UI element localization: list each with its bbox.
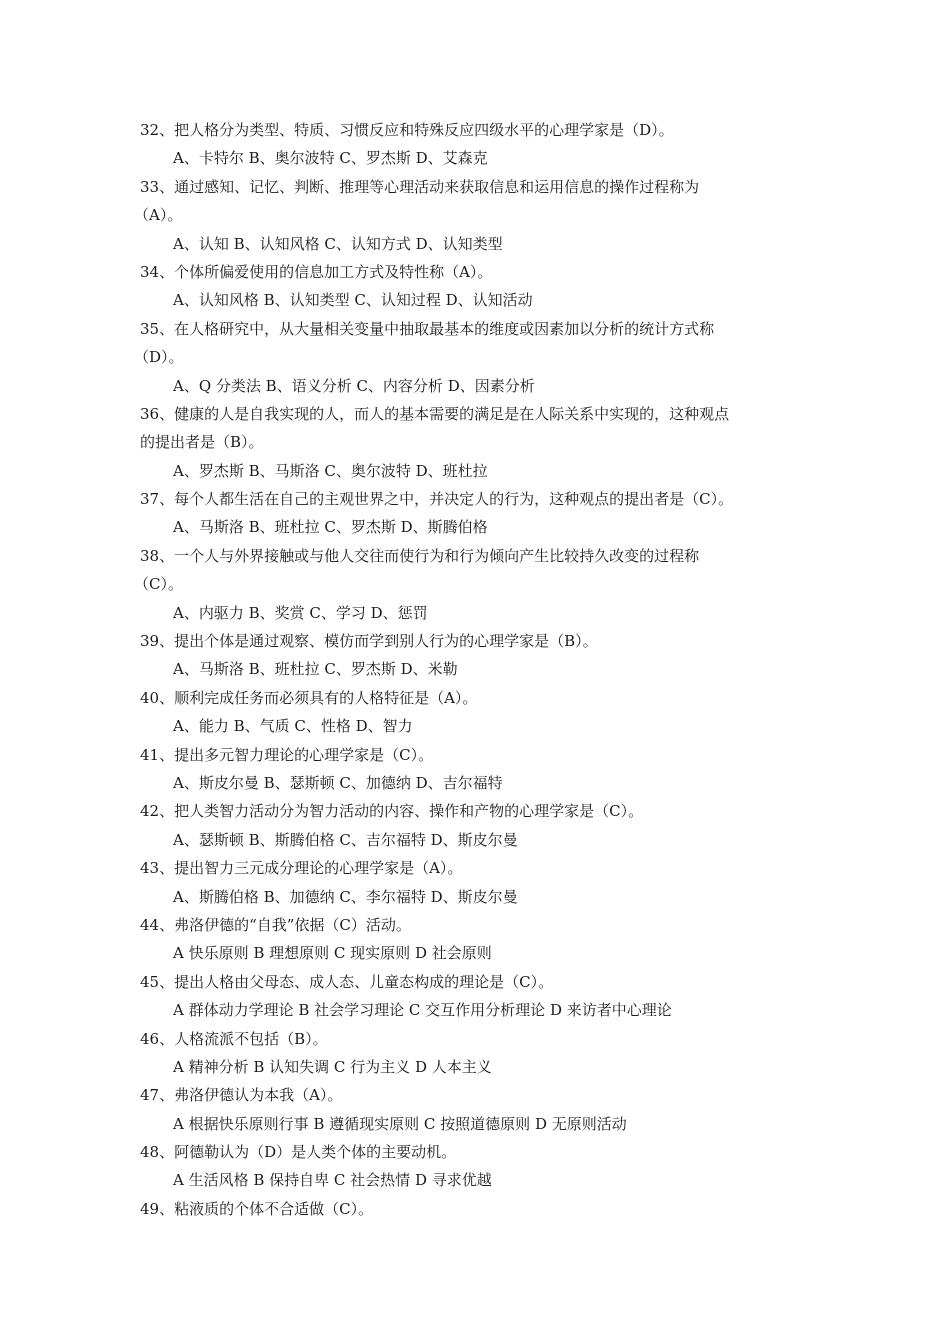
question-text: 33、通过感知、记忆、判断、推理等心理活动来获取信息和运用信息的操作过程称为 bbox=[140, 177, 700, 196]
question-text: 46、人格流派不包括（B）。 bbox=[140, 1029, 328, 1048]
question-text: 40、顺利完成任务而必须具有的人格特征是（A）。 bbox=[140, 688, 478, 707]
answer-options: A 快乐原则 B 理想原则 C 现实原则 D 社会原则 bbox=[173, 944, 492, 963]
answer-options: A、认知风格 B、认知类型 C、认知过程 D、认知活动 bbox=[173, 291, 533, 310]
answer-options: A、罗杰斯 B、马斯洛 C、奥尔波特 D、班杜拉 bbox=[173, 461, 488, 480]
question-text: 43、提出智力三元成分理论的心理学家是（A）。 bbox=[140, 859, 463, 878]
question-text: 47、弗洛伊德认为本我（A）。 bbox=[140, 1086, 343, 1105]
answer-options: A 群体动力学理论 B 社会学习理论 C 交互作用分析理论 D 来访者中心理论 bbox=[173, 1001, 672, 1020]
question-continuation: （A）。 bbox=[134, 206, 183, 225]
answer-options: A、马斯洛 B、班杜拉 C、罗杰斯 D、米勒 bbox=[173, 660, 458, 679]
question-text: 45、提出人格由父母态、成人态、儿童态构成的理论是（C）。 bbox=[140, 972, 554, 991]
question-text: 39、提出个体是通过观察、模仿而学到别人行为的心理学家是（B）。 bbox=[140, 632, 598, 651]
answer-options: A、卡特尔 B、奥尔波特 C、罗杰斯 D、艾森克 bbox=[173, 149, 488, 168]
answer-options: A、Q 分类法 B、语义分析 C、内容分析 D、因素分析 bbox=[173, 376, 535, 395]
question-text: 48、阿德勒认为（D）是人类个体的主要动机。 bbox=[140, 1143, 457, 1162]
question-text: 的提出者是（B）。 bbox=[140, 433, 264, 452]
question-continuation: （C）。 bbox=[134, 575, 183, 594]
question-text: 34、个体所偏爱使用的信息加工方式及特性称（A）。 bbox=[140, 262, 493, 281]
question-text: 49、粘液质的个体不合适做（C）。 bbox=[140, 1199, 374, 1218]
question-text: 36、健康的人是自我实现的人，而人的基本需要的满足是在人际关系中实现的，这种观点 bbox=[140, 404, 730, 423]
answer-options: A、斯腾伯格 B、加德纳 C、李尔福特 D、斯皮尔曼 bbox=[173, 887, 518, 906]
answer-options: A、认知 B、认知风格 C、认知方式 D、认知类型 bbox=[173, 234, 503, 253]
answer-options: A 生活风格 B 保持自卑 C 社会热情 D 寻求优越 bbox=[173, 1171, 492, 1190]
question-text: 37、每个人都生活在自己的主观世界之中，并决定人的行为，这种观点的提出者是（C）。 bbox=[140, 490, 734, 509]
answer-options: A、瑟斯顿 B、斯腾伯格 C、吉尔福特 D、斯皮尔曼 bbox=[173, 830, 518, 849]
answer-options: A 精神分析 B 认知失调 C 行为主义 D 人本主义 bbox=[173, 1057, 492, 1076]
question-text: 35、在人格研究中，从大量相关变量中抽取最基本的维度或因素加以分析的统计方式称 bbox=[140, 319, 715, 338]
question-continuation: （D）。 bbox=[134, 348, 184, 367]
question-text: 32、把人格分为类型、特质、习惯反应和特殊反应四级水平的心理学家是（D）。 bbox=[140, 121, 674, 139]
answer-options: A、能力 B、气质 C、性格 D、智力 bbox=[173, 717, 413, 736]
answer-options: A、内驱力 B、奖赏 C、学习 D、惩罚 bbox=[173, 603, 428, 622]
answer-options: A、马斯洛 B、班杜拉 C、罗杰斯 D、斯腾伯格 bbox=[173, 518, 488, 537]
question-text: 41、提出多元智力理论的心理学家是（C）。 bbox=[140, 745, 434, 764]
question-text: 42、把人类智力活动分为智力活动的内容、操作和产物的心理学家是（C）。 bbox=[140, 802, 644, 821]
answer-options: A 根据快乐原则行事 B 遵循现实原则 C 按照道德原则 D 无原则活动 bbox=[173, 1114, 627, 1133]
question-text: 44、弗洛伊德的“自我”依据（C）活动。 bbox=[140, 915, 411, 934]
question-list bbox=[134, 116, 820, 1223]
question-text: 38、一个人与外界接触或与他人交往而使行为和行为倾向产生比较持久改变的过程称 bbox=[140, 546, 700, 565]
answer-options: A、斯皮尔曼 B、瑟斯顿 C、加德纳 D、吉尔福特 bbox=[173, 773, 503, 792]
